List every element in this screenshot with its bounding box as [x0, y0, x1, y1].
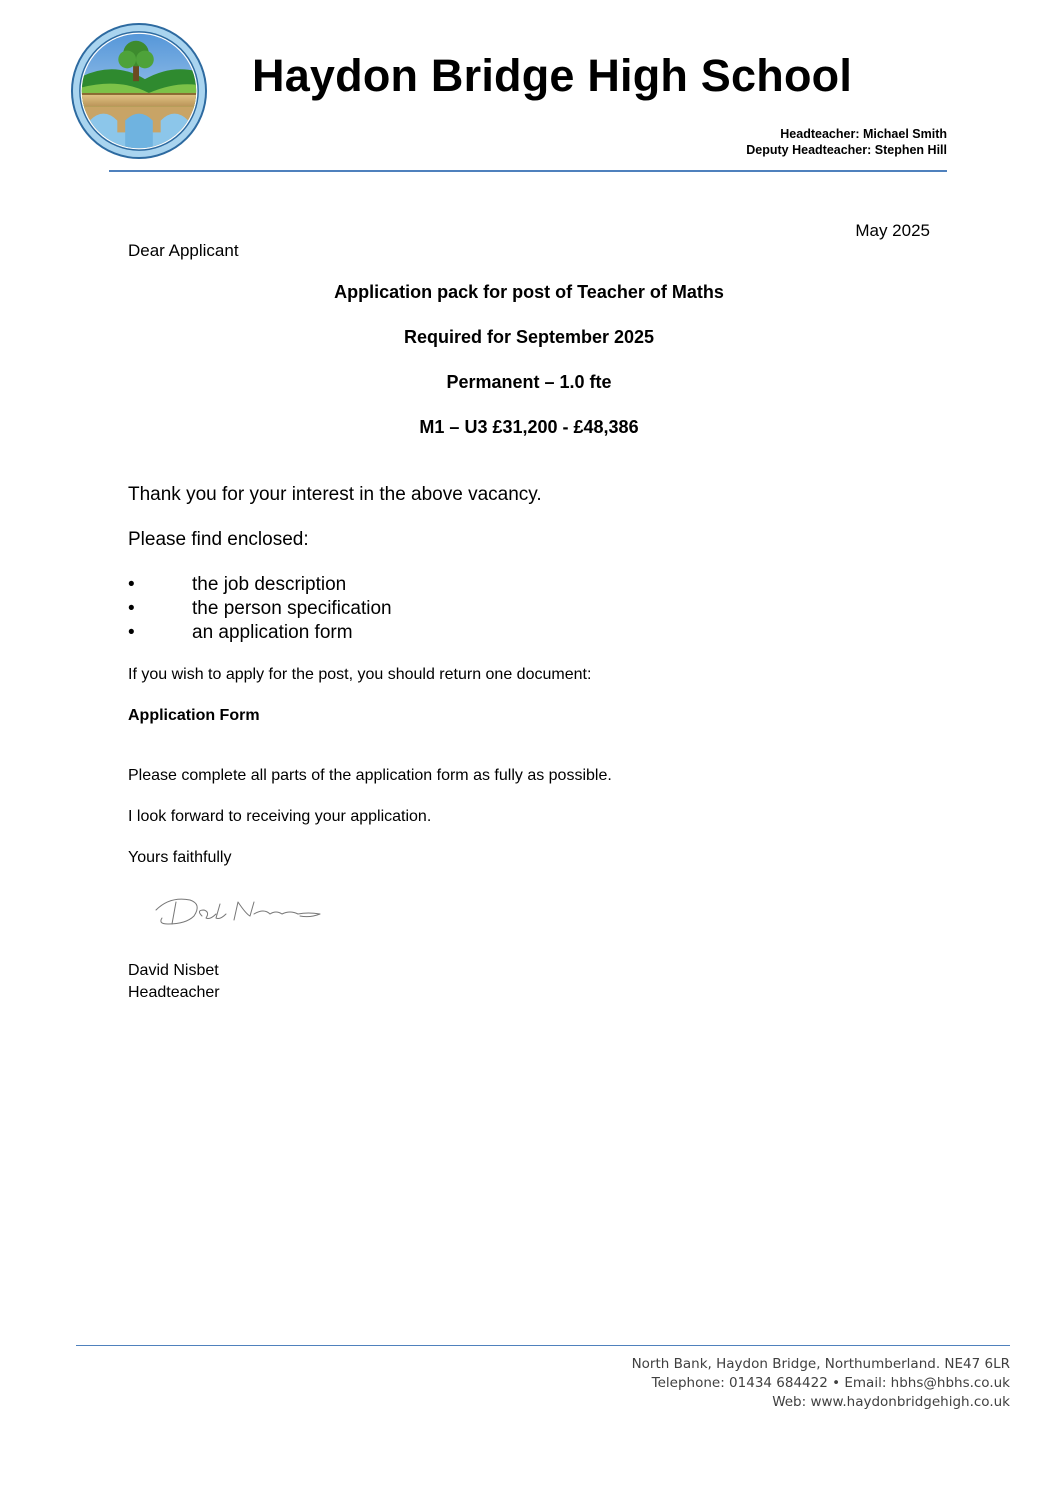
bullet-icon: • — [128, 598, 135, 619]
headteacher-line: Headteacher: Michael Smith — [780, 127, 947, 141]
bullet-icon: • — [128, 622, 135, 643]
deputy-headteacher-line: Deputy Headteacher: Stephen Hill — [746, 143, 947, 157]
enclosed-intro: Please find enclosed: — [128, 529, 309, 550]
enclosed-item-label: the job description — [192, 574, 347, 595]
apply-intro: If you wish to apply for the post, you should return one document: — [128, 666, 592, 683]
salary-heading: M1 – U3 £31,200 - £48,386 — [419, 417, 639, 437]
bullet-icon: • — [128, 574, 135, 595]
salutation: Dear Applicant — [128, 241, 239, 260]
school-logo — [70, 22, 208, 160]
contract-heading: Permanent – 1.0 fte — [446, 372, 612, 392]
handwritten-signature — [150, 890, 326, 932]
enclosed-item-label: an application form — [192, 622, 353, 643]
footer-divider — [76, 1345, 1010, 1346]
signatory-name: David Nisbet — [128, 962, 219, 979]
school-name: Haydon Bridge High School — [252, 50, 853, 101]
post-title-heading: Application pack for post of Teacher of Maths — [334, 282, 724, 302]
closing-line: Yours faithfully — [128, 849, 232, 866]
enclosed-item-label: the person specification — [192, 598, 392, 619]
start-date-heading: Required for September 2025 — [403, 327, 655, 347]
signatory-title: Headteacher — [128, 984, 220, 1001]
header-divider — [109, 170, 947, 172]
thanks-paragraph: Thank you for your interest in the above vacancy. — [128, 484, 542, 505]
letter-date: May 2025 — [855, 221, 930, 240]
apply-document-name: Application Form — [128, 707, 260, 724]
footer-contact: Telephone: 01434 684422 • Email: hbhs@hbhs.co.uk — [651, 1375, 1010, 1391]
look-forward-line: I look forward to receiving your application. — [128, 808, 432, 825]
footer-address: North Bank, Haydon Bridge, Northumberland. NE47 6LR — [631, 1356, 1010, 1372]
footer-web: Web: www.haydonbridgehigh.co.uk — [772, 1394, 1010, 1410]
complete-note: Please complete all parts of the application form as fully as possible. — [128, 767, 612, 784]
